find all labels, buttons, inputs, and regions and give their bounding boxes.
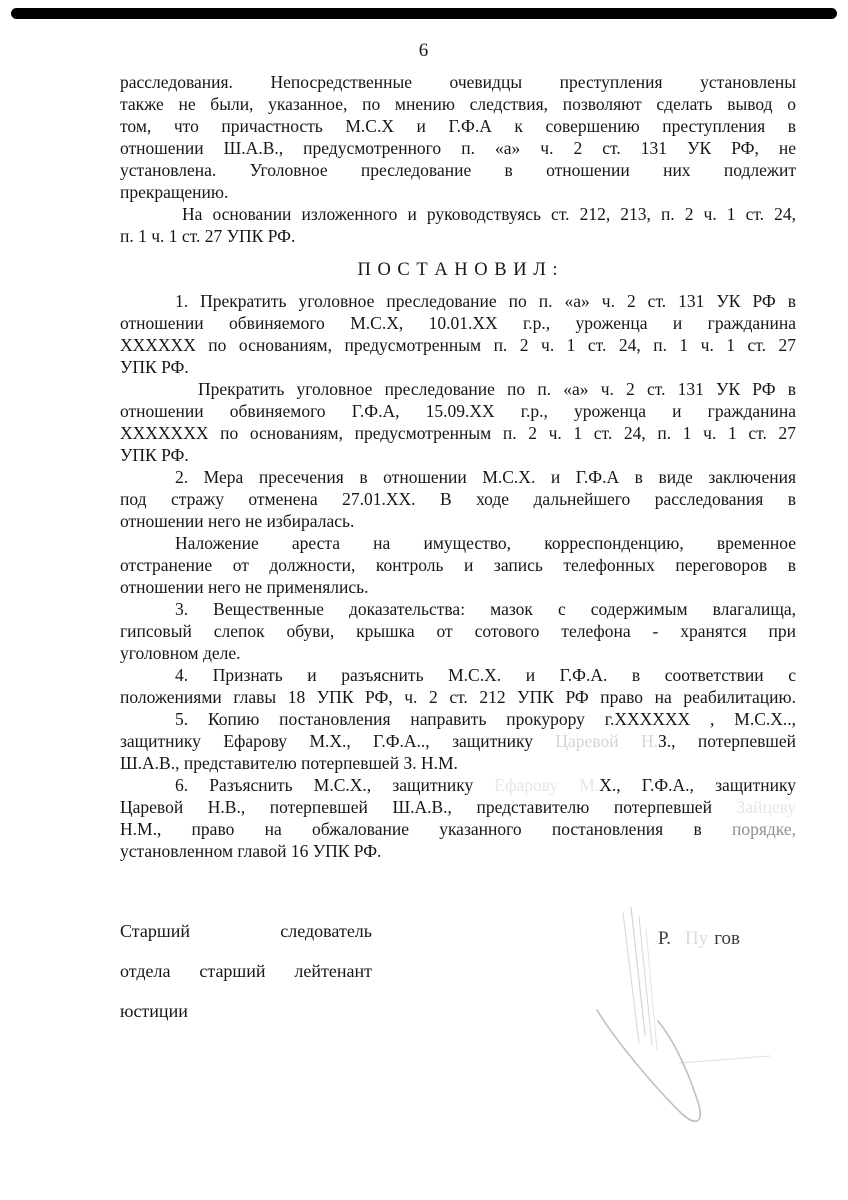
text-line bbox=[120, 1000, 372, 1022]
text-line bbox=[120, 642, 796, 664]
paragraphs-after-heading bbox=[120, 290, 796, 862]
text-line bbox=[120, 960, 372, 982]
text-segment: отстранение от должности, контроль и запись телефонных переговоров в bbox=[120, 555, 796, 575]
text-line bbox=[120, 730, 796, 752]
text-line bbox=[120, 225, 796, 247]
text-line bbox=[120, 400, 796, 422]
text-segment: расследования. Непосредственные очевидцы преступления установлены bbox=[120, 72, 796, 92]
text-segment: Царевой Н.В., потерпевшей Ш.А.В., представителю потерпевшей bbox=[120, 797, 737, 817]
text-line bbox=[120, 708, 796, 730]
text-line bbox=[120, 774, 796, 796]
text-segment: Наложение ареста на имущество, корреспонденцию, временное bbox=[175, 533, 796, 553]
text-segment: 4. Признать и разъяснить М.С.Х. и Г.Ф.А. в соответствии с bbox=[175, 665, 796, 685]
text-line bbox=[120, 664, 796, 686]
text-segment: Прекратить уголовное преследование по п. «а» ч. 2 ст. 131 УК РФ в bbox=[198, 379, 796, 399]
text-line bbox=[120, 137, 796, 159]
signer-surname-part: гов bbox=[714, 928, 740, 949]
text-line bbox=[120, 620, 796, 642]
text-segment: отношении обвиняемого Г.Ф.А, 15.09.ХХ г.р., уроженца и гражданина bbox=[120, 401, 796, 421]
text-line bbox=[120, 488, 796, 510]
text-line bbox=[120, 71, 796, 93]
text-segment: Х., Г.Ф.А., защитнику bbox=[599, 775, 796, 795]
signature-loop-stroke bbox=[597, 1010, 700, 1121]
text-line bbox=[120, 444, 796, 466]
text-segment: ХХХХХХХ по основаниям, предусмотренным п. 2 ч. 1 ст. 24, п. 1 ч. 1 ст. 27 bbox=[120, 423, 796, 443]
pen-stroke bbox=[631, 907, 645, 1035]
text-line bbox=[120, 598, 796, 620]
text-line bbox=[120, 356, 796, 378]
text-segment: установлена. Уголовное преследование в отношении них подлежит bbox=[120, 160, 796, 180]
paragraphs-before-heading bbox=[120, 71, 796, 247]
pen-stroke bbox=[623, 913, 639, 1043]
text-line bbox=[120, 334, 796, 356]
text-line bbox=[120, 115, 796, 137]
text-line bbox=[120, 554, 796, 576]
faded-text-segment: Царевой Н. bbox=[555, 731, 658, 751]
text-segment: положениями главы 18 УПК РФ, ч. 2 ст. 212 УПК РФ право на реабилитацию. bbox=[120, 687, 796, 707]
text-segment: под стражу отменена 27.01.ХХ. В ходе дальнейшего расследования в bbox=[120, 489, 796, 509]
text-line bbox=[120, 159, 796, 181]
text-segment: уголовном деле. bbox=[120, 643, 241, 663]
text-segment: гипсовый слепок обуви, крышка от сотового телефона - хранятся при bbox=[120, 621, 796, 641]
text-segment: ХХХХХХ по основаниям, предусмотренным п. 2 ч. 1 ст. 24, п. 1 ч. 1 ст. 27 bbox=[120, 335, 796, 355]
text-segment: отношении него не применялись. bbox=[120, 577, 369, 597]
text-segment: Старший следователь bbox=[120, 921, 372, 941]
postanovil-heading: П О С Т А Н О В И Л : bbox=[357, 260, 559, 280]
signer-initial: Р. bbox=[658, 928, 671, 949]
text-segment: также не были, указанное, по мнению следствия, позволяют сделать вывод о bbox=[120, 94, 796, 114]
text-line bbox=[120, 312, 796, 334]
text-segment: защитнику Ефарову М.Х., Г.Ф.А.., защитнику bbox=[120, 731, 556, 751]
text-line bbox=[120, 532, 796, 554]
pen-stroke bbox=[639, 917, 652, 1045]
text-line bbox=[120, 796, 796, 818]
text-line bbox=[120, 752, 796, 774]
faded-text-segment: Зайцеву bbox=[736, 797, 796, 817]
text-line bbox=[120, 818, 796, 840]
text-segment: отношении обвиняемого М.С.Х, 10.01.ХХ г.р., уроженца и гражданина bbox=[120, 313, 796, 333]
text-segment: УПК РФ. bbox=[120, 445, 189, 465]
page-number: 6 bbox=[418, 40, 430, 61]
pen-stroke bbox=[646, 929, 657, 1050]
text-segment: 6. Разъяснить М.С.Х., защитнику bbox=[175, 775, 495, 795]
faded-text-segment: Ефарову М. bbox=[494, 775, 600, 795]
faded-text-segment: порядке, bbox=[731, 819, 796, 839]
text-segment: На основании изложенного и руководствуясь ст. 212, 213, п. 2 ч. 1 ст. 24, bbox=[182, 204, 796, 224]
text-segment: 3. Вещественные доказательства: мазок с содержимым влагалища, bbox=[175, 599, 796, 619]
text-line bbox=[120, 181, 796, 203]
text-segment: отношении него не избиралась. bbox=[120, 511, 355, 531]
text-line bbox=[120, 203, 796, 225]
signer-name-faded-part: Пу bbox=[684, 928, 709, 949]
text-segment: Ш.А.В., представителю потерпевшей З. Н.М. bbox=[120, 753, 458, 773]
text-line bbox=[120, 576, 796, 598]
text-segment: 1. Прекратить уголовное преследование по п. «а» ч. 2 ст. 131 УК РФ в bbox=[175, 291, 796, 311]
text-segment: прекращению. bbox=[120, 182, 229, 202]
handwritten-signature-icon bbox=[555, 885, 820, 1150]
text-segment: 5. Копию постановления направить прокурору г.ХХХХХХ , М.С.Х.., bbox=[175, 709, 796, 729]
text-segment: З., потерпевшей bbox=[658, 731, 796, 751]
text-line bbox=[120, 686, 796, 708]
text-segment: отношении Ш.А.В., предусмотренного п. «а» ч. 2 ст. 131 УК РФ, не bbox=[120, 138, 796, 158]
document-body bbox=[120, 71, 796, 862]
text-segment: юстиции bbox=[120, 1001, 188, 1021]
text-segment: установленном главой 16 УПК РФ. bbox=[120, 841, 382, 861]
text-segment: отдела старший лейтенант bbox=[120, 961, 372, 981]
text-line bbox=[120, 510, 796, 532]
text-segment: УПК РФ. bbox=[120, 357, 189, 377]
text-line bbox=[120, 378, 796, 400]
text-line bbox=[120, 290, 796, 312]
text-segment: п. 1 ч. 1 ст. 27 УПК РФ. bbox=[120, 226, 296, 246]
text-segment: том, что причастность М.С.Х и Г.Ф.А к совершению преступления в bbox=[120, 116, 796, 136]
text-segment: Н.М., право на обжалование указанного постановления в bbox=[120, 819, 732, 839]
text-segment: 2. Мера пресечения в отношении М.С.Х. и Г.Ф.А в виде заключения bbox=[175, 467, 796, 487]
text-line bbox=[120, 422, 796, 444]
text-line bbox=[120, 466, 796, 488]
text-line bbox=[120, 840, 796, 862]
pen-stroke bbox=[680, 1056, 770, 1063]
scan-artifact-bar bbox=[11, 8, 837, 19]
text-line bbox=[120, 920, 372, 942]
text-line bbox=[120, 93, 796, 115]
signer-title-block bbox=[120, 920, 372, 1040]
